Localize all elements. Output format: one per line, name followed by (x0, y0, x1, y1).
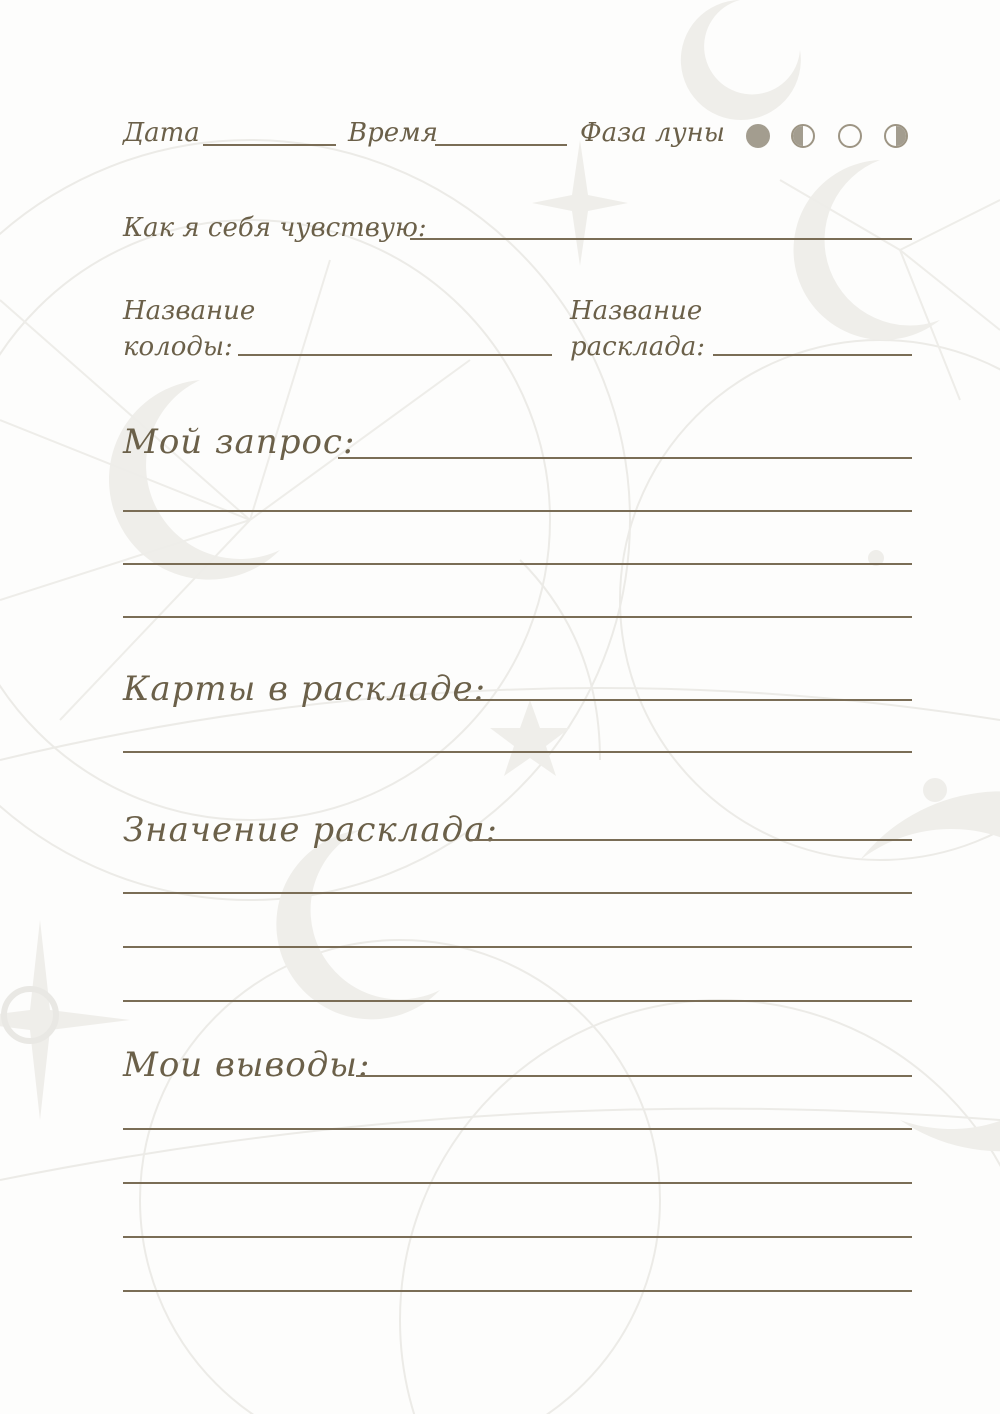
conclusions-line[interactable] (123, 1236, 912, 1238)
date-label: Дата (123, 118, 200, 148)
spread-label-line1: Название (570, 296, 703, 326)
new-moon-icon[interactable] (838, 124, 862, 148)
spread-label-line2: расклада: (570, 332, 706, 362)
meaning-line[interactable] (123, 892, 912, 894)
query-line[interactable] (123, 510, 912, 512)
query-line[interactable] (123, 563, 912, 565)
date-field[interactable] (203, 144, 336, 146)
cards-line[interactable] (458, 699, 912, 701)
feeling-label: Как я себя чувствую: (123, 213, 427, 243)
meaning-line[interactable] (470, 839, 912, 841)
last-quarter-moon-icon[interactable] (884, 124, 908, 148)
conclusions-line[interactable] (123, 1128, 912, 1130)
time-field[interactable] (435, 144, 567, 146)
conclusions-line[interactable] (123, 1290, 912, 1292)
conclusions-line[interactable] (123, 1182, 912, 1184)
query-heading: Мой запрос: (123, 422, 356, 462)
conclusions-heading: Мои выводы: (123, 1045, 371, 1085)
time-label: Время (348, 118, 438, 148)
meaning-line[interactable] (123, 1000, 912, 1002)
moon-phase-label: Фаза луны (580, 118, 725, 148)
spread-field[interactable] (713, 354, 912, 356)
meaning-heading: Значение расклада: (123, 810, 498, 850)
deck-field[interactable] (238, 354, 552, 356)
meaning-line[interactable] (123, 946, 912, 948)
feeling-field[interactable] (410, 238, 912, 240)
cards-line[interactable] (123, 751, 912, 753)
cards-heading: Карты в раскладе: (123, 669, 487, 709)
conclusions-line[interactable] (356, 1075, 912, 1077)
query-line[interactable] (338, 457, 912, 459)
query-line[interactable] (123, 616, 912, 618)
full-moon-icon[interactable] (746, 124, 770, 148)
deck-label-line2: колоды: (123, 332, 233, 362)
deck-label-line1: Название (123, 296, 256, 326)
first-quarter-moon-icon[interactable] (791, 124, 815, 148)
